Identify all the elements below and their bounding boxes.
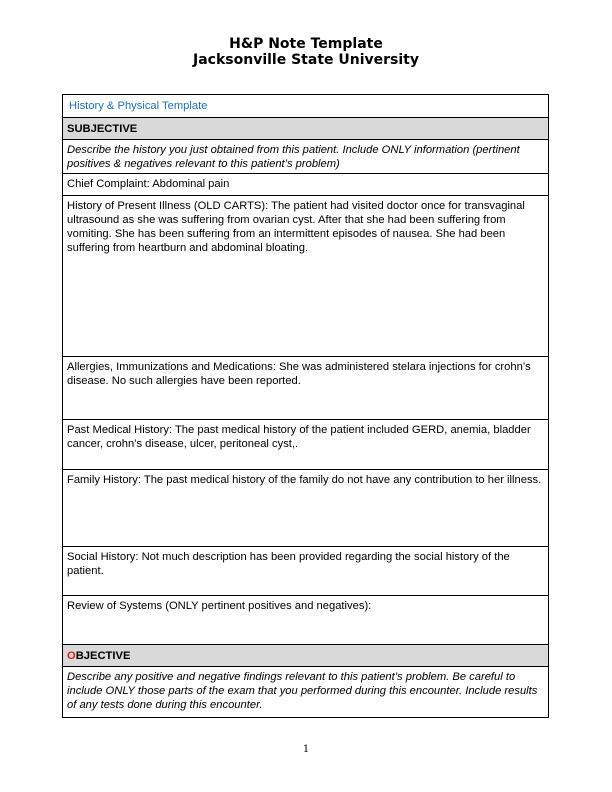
chief-complaint: Chief Complaint: Abdominal pain: [63, 174, 548, 196]
objective-heading-rest: BJECTIVE: [75, 650, 131, 662]
review-of-systems: Review of Systems (ONLY pertinent positives and negatives):: [63, 596, 548, 645]
document-title: H&P Note Template: [229, 36, 383, 52]
allergies-medications: Allergies, Immunizations and Medications: She was administered stelara injections for crohn’s disease. No such allergies have been reported.: [63, 357, 548, 420]
objective-instructions: Describe any positive and negative findings relevant to this patient’s problem. Be careful to include ONLY those parts of the exam that you performed during this encounter. Include results of any tests done during this encounter.: [67, 671, 538, 711]
social-history: Social History: Not much description has been provided regarding the social history of the patient.: [63, 547, 548, 596]
objective-heading-initial: O: [67, 650, 76, 662]
subjective-heading: SUBJECTIVE: [63, 118, 548, 140]
family-history: Family History: The past medical history of the family do not have any contribution to her illness.: [63, 470, 548, 547]
objective-heading: [63, 645, 548, 667]
past-medical-history: Past Medical History: The past medical history of the patient included GERD, anemia, bladder cancer, crohn’s disease, ulcer, peritoneal cyst,.: [63, 420, 548, 470]
subjective-instructions: Describe the history you just obtained from this patient. Include ONLY information (pertinent positives & negatives relevant to this patient’s problem): [63, 140, 548, 174]
hp-note-table: [62, 94, 549, 718]
page-number: 1: [302, 744, 310, 755]
institution-name: Jacksonville State University: [193, 52, 419, 68]
template-label: History & Physical Template: [63, 95, 548, 118]
history-present-illness: History of Present Illness (OLD CARTS): The patient had visited doctor once for transvaginal ultrasound as she was suffering from ovarian cyst. After that she had been suffering from vomiting. She has been suffering from an intermittent episodes of nausea. She had been suffering from heartburn and abdominal bloating.: [63, 196, 548, 357]
